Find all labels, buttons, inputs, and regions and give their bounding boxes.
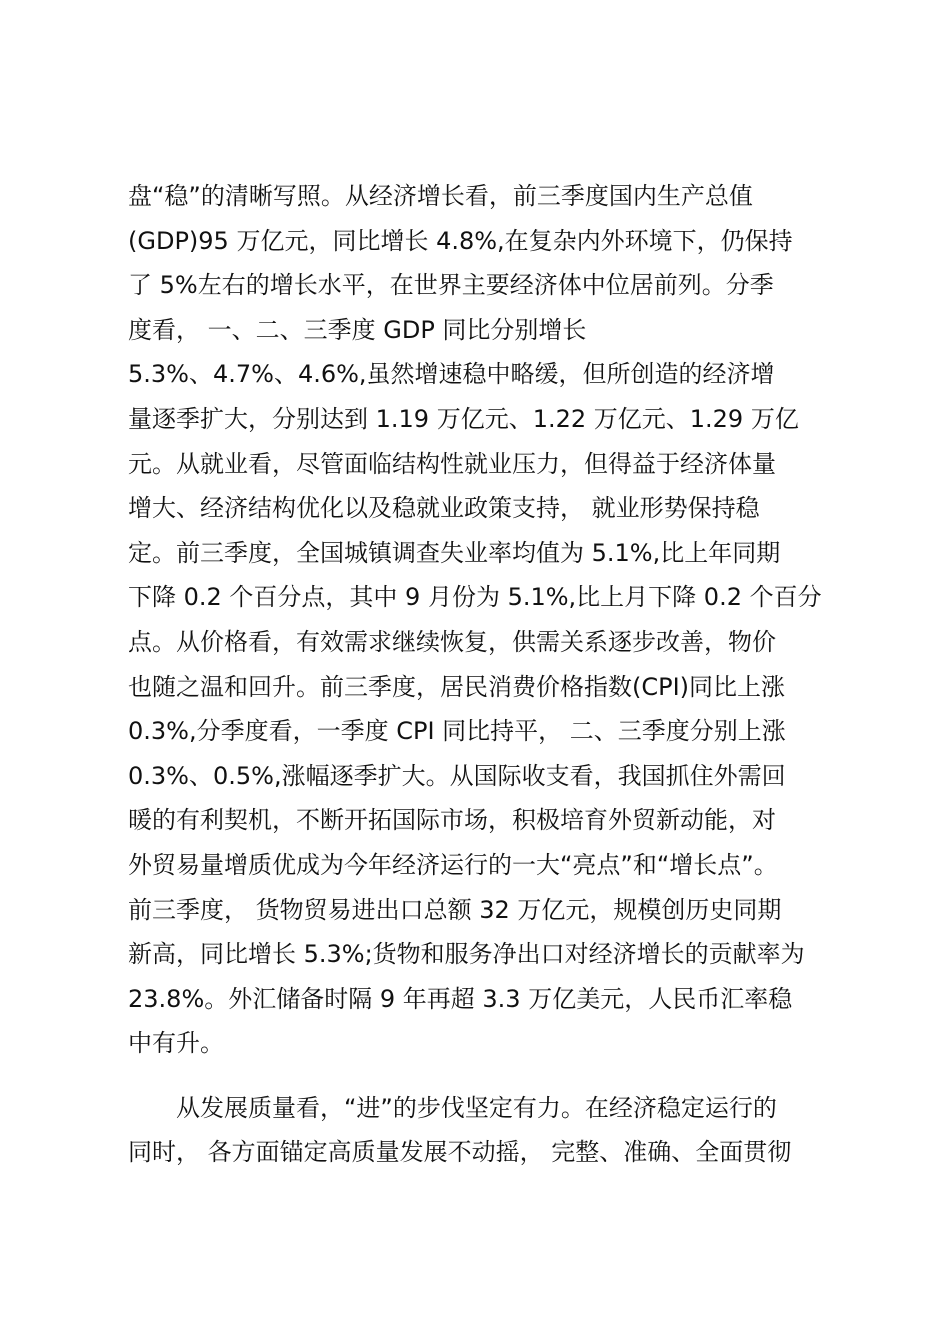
text-line: 下降 0.2 个百分点，其中 9 月份为 5.1%,比上月下降 0.2 个百分 — [128, 583, 822, 612]
text-line: 量逐季扩大，分别达到 1.19 万亿元、1.22 万亿元、1.29 万亿 — [128, 404, 799, 433]
body-text — [128, 174, 848, 1175]
text-line: 5.3%、4.7%、4.6%,虽然增速稳中略缓，但所创造的经济增 — [128, 360, 775, 389]
text-line: 盘“稳”的清晰写照。从经济增长看，前三季度国内生产总值 — [128, 182, 753, 210]
text-line: 同时， 各方面锚定高质量发展不动摇， 完整、准确、全面贯彻 — [128, 1138, 792, 1167]
text-line: 23.8%。外汇储备时隔 9 年再超 3.3 万亿美元，人民币汇率稳 — [128, 984, 793, 1013]
text-line: 暖的有利契机，不断开拓国际市场，积极培育外贸新动能，对 — [128, 806, 776, 835]
paragraph-2 — [128, 1086, 848, 1175]
text-line: 0.3%,分季度看，一季度 CPI 同比持平， 二、三季度分别上涨 — [128, 717, 786, 746]
text-line: 也随之温和回升。前三季度，居民消费价格指数(CPI)同比上涨 — [128, 672, 786, 701]
text-line: 了 5%左右的增长水平，在世界主要经济体中位居前列。分季 — [128, 271, 774, 300]
text-line: (GDP)95 万亿元，同比增长 4.8%,在复杂内外环境下，仍保持 — [128, 226, 793, 255]
text-line: 点。从价格看，有效需求继续恢复，供需关系逐步改善，物价 — [128, 627, 776, 656]
text-line: 增大、经济结构优化以及稳就业政策支持， 就业形势保持稳 — [128, 494, 760, 523]
text-line: 从发展质量看，“进”的步伐坚定有力。在经济稳定运行的 — [176, 1093, 777, 1122]
text-line: 前三季度， 货物贸易进出口总额 32 万亿元，规模创历史同期 — [128, 895, 782, 924]
text-line: 新高，同比增长 5.3%;货物和服务净出口对经济增长的贡献率为 — [128, 940, 805, 969]
text-line: 0.3%、0.5%,涨幅逐季扩大。从国际收支看，我国抓住外需回 — [128, 761, 786, 790]
paragraph-1 — [128, 174, 848, 1066]
paragraph-gap — [128, 1066, 848, 1086]
text-line: 元。从就业看，尽管面临结构性就业压力，但得益于经济体量 — [128, 449, 776, 478]
text-line: 外贸易量增质优成为今年经济运行的一大“亮点”和“增长点”。 — [128, 850, 778, 879]
text-line: 度看， 一、二、三季度 GDP 同比分别增长 — [128, 315, 587, 344]
text-line: 定。前三季度，全国城镇调查失业率均值为 5.1%,比上年同期 — [128, 538, 781, 567]
text-line: 中有升。 — [128, 1029, 224, 1058]
